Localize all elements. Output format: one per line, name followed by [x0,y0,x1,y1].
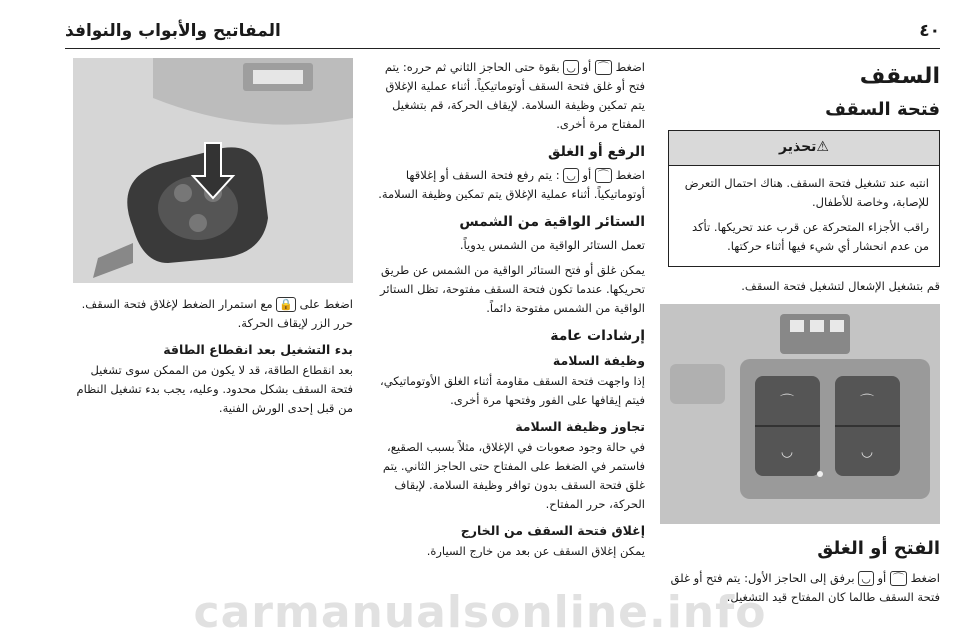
safety-text: إذا واجهت فتحة السقف مقاومة أثناء الغلق الأوتوماتيكي، فيتم إيقافها على الفور وفتحها مرة أخرى. [380,374,645,407]
open-close-text: اضغط ⌒ أو ◡ برفق إلى الحاجز الأول: يتم فتح أو غلق فتحة السقف طالما كان المفتاح قيد التشغيل. [670,571,940,604]
sunblind-text-1: تعمل الستائر الواقية من الشمس يدوياً. [459,238,645,252]
warning-icon: ⚠ [816,139,829,155]
header-rule [65,48,940,49]
sunblind-title: الستائر الواقية من الشمس [459,214,645,230]
safety-title: وظيفة السلامة [552,353,645,368]
chapter-title: المفاتيح والأبواب والنوافذ [65,21,281,41]
power-text: بعد انقطاع الطاقة، قد لا يكون من الممكن سوى تشغيل فتحة السقف بشكل محدود. وعليه، يجب بدء تشغيل النظام من قبل إحدى الورش الفنية. [76,363,353,415]
svg-text:⌒: ⌒ [860,394,874,410]
key-release-text: حرر الزر لإيقاف الحركة. [237,316,353,330]
power-title: بدء التشغيل بعد انقطاع الطاقة [163,342,353,357]
column-middle [373,58,645,561]
tilt-text: اضغط ⌒ أو ◡ : يتم رفع فتحة السقف أو إغلاقها أوتوماتيكياً. أثناء عملية الإغلاق يتم تمكين وظيفة السلامة. [378,168,645,201]
page-header [65,16,940,46]
warning-box [668,130,940,267]
warning-text-2: راقب الأجزاء المتحركة عن قرب عند تحريكها. تأكد من عدم انحشار أي شيء فيها أثناء حركتها. [691,220,929,253]
key-close-text: اضغط على 🔒 مع استمرار الضغط لإغلاق فتحة السقف. [81,297,353,311]
outside-close-title: إغلاق فتحة السقف من الخارج [460,523,645,538]
remote-key-image [73,58,353,283]
close-button-icon: ◡ [563,60,579,75]
page-number: ٤٠ [919,21,940,41]
svg-text:⌒: ⌒ [780,394,794,410]
tilt-title: الرفع أو الغلق [547,144,645,160]
svg-text:◡: ◡ [860,444,874,460]
warning-text-1: انتبه عند تشغيل فتحة السقف. هناك احتمال التعرض للإصابة، وخاصة للأطفال. [684,176,929,209]
open-button-icon: ⌒ [890,571,907,586]
warning-title: تحذير [779,139,817,155]
svg-text:◡: ◡ [780,444,794,460]
sunblind-text-2: يمكن غلق أو فتح الستائر الواقية من الشمس عن طريق تحريكها. عندما تكون فتحة السقف مفتوحة، تظل الستائر الواقية من الشمس مفتوحة دائماً. [380,263,645,315]
general-title: إرشادات عامة [550,328,645,344]
outside-close-text: يمكن إغلاق السقف عن بعد من خارج السيارة. [426,544,645,558]
open-close-title: الفتح أو الغلق [817,538,940,559]
column-left [73,58,353,418]
ignition-note: قم بتشغيل الإشعال لتشغيل فتحة السقف. [741,279,940,293]
column-right [668,58,940,607]
override-title: تجاوز وظيفة السلامة [515,419,645,434]
open-button-icon: ⌒ [595,60,612,75]
warning-header [669,131,939,166]
override-text: في حالة وجود صعوبات في الإغلاق، مثلاً بسبب الصقيع، فاستمر في الضغط على المفتاح حتى الحاجز الثاني. يتم غلق فتحة السقف بدون توافر وظيفة السلامة. لإيقاف الحركة، حرر المفتاح. [382,440,645,511]
lock-button-icon: 🔒 [276,297,296,312]
section-title: السقف [859,64,940,89]
close-button-icon: ◡ [563,168,579,183]
tilt-button-icon: ⌒ [595,168,612,183]
roof-switch-image [660,304,940,524]
close-button-icon: ◡ [858,571,874,586]
auto-open-text: اضغط ⌒ أو ◡ بقوة حتى الحاجز الثاني ثم حرره: يتم فتح أو غلق فتحة السقف أوتوماتيكياً. أثناء عملية الإغلاق يتم تمكين وظيفة السلامة. لإيقاف الحركة، قم بتشغيل المفتاح مرة أخرى. [384,60,645,131]
watermark: carmanualsonline.info [193,587,767,638]
sunroof-title: فتحة السقف [825,99,940,120]
